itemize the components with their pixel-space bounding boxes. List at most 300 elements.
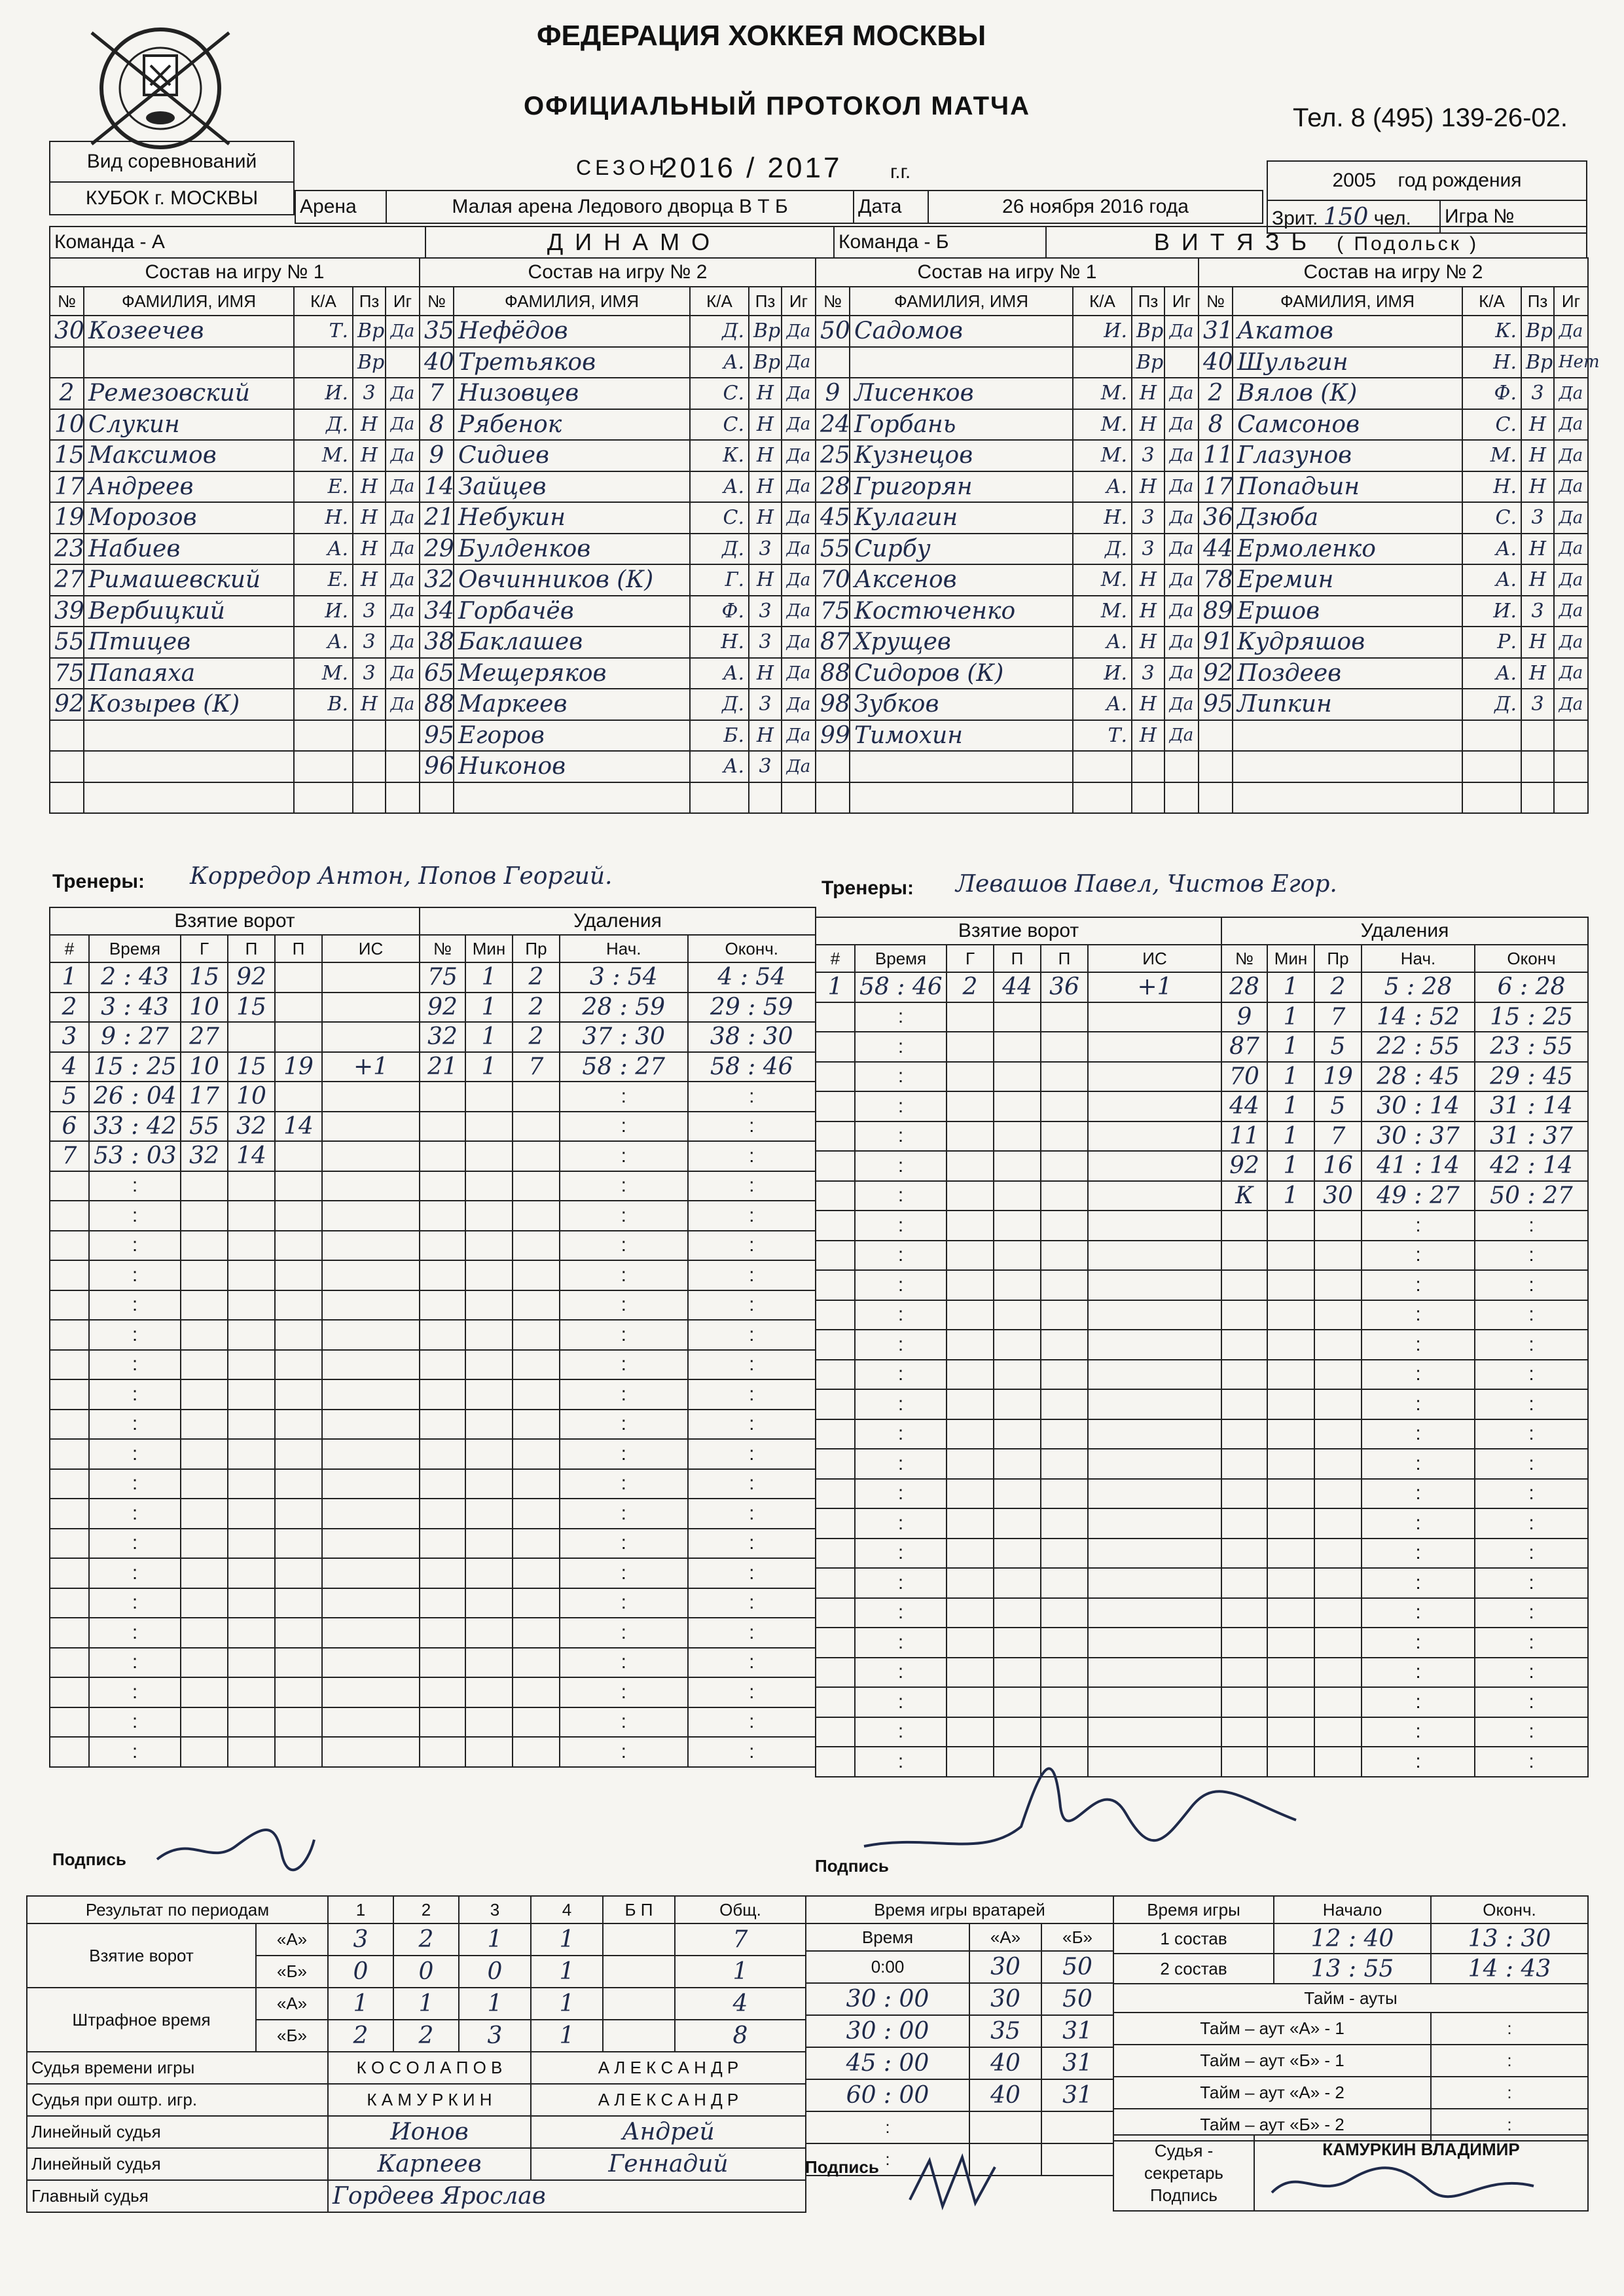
player-position: 3 (1521, 689, 1554, 720)
table-row (1221, 972, 1588, 1002)
playtime-title: Время игры (1113, 1896, 1274, 1923)
cell: : (688, 1290, 816, 1321)
player-position: 3 (353, 627, 386, 658)
table-row (1221, 1300, 1588, 1330)
timeout-label: Тайм – аут «А» - 1 (1113, 2013, 1431, 2045)
col-header-time: Время (855, 945, 947, 972)
table-row (420, 564, 816, 596)
player-played: Да (782, 316, 816, 347)
player-position: 3 (1132, 534, 1164, 565)
penalty-min: 1 (1267, 1121, 1314, 1152)
cell (1267, 1419, 1314, 1449)
player-name: Попадьин (1233, 471, 1462, 503)
cell: : (855, 1360, 947, 1390)
penalty-start: 41 : 14 (1362, 1151, 1475, 1181)
cell: : (688, 1410, 816, 1440)
penalty-start: 49 : 27 (1362, 1181, 1475, 1211)
player-played: Да (1554, 378, 1588, 409)
cell: : (855, 1539, 947, 1569)
team-b-coaches-label: Тренеры: (821, 877, 914, 899)
period-4: Б П (603, 1896, 675, 1923)
player-played (1554, 720, 1588, 752)
cell (947, 1121, 994, 1152)
player-played (386, 347, 420, 378)
player-number: 7 (420, 378, 454, 409)
player-name: Нефёдов (454, 316, 690, 347)
player-name (84, 782, 294, 814)
player-name: Липкин (1233, 689, 1462, 720)
goals-title: Взятие ворот (50, 907, 420, 935)
player-position: 3 (1521, 502, 1554, 534)
player-played: Да (386, 440, 420, 471)
cell (994, 1568, 1041, 1598)
team-a-line-1-title: Состав на игру № 1 (50, 258, 420, 287)
player-played: Да (782, 440, 816, 471)
cell (1221, 1270, 1267, 1300)
penalty-start: 58 : 27 (560, 1052, 688, 1082)
table-row (420, 1231, 816, 1261)
table-row (50, 1082, 420, 1112)
line2-first: Геннадий (531, 2148, 806, 2180)
cell (1041, 1658, 1088, 1688)
cell (1314, 1449, 1362, 1479)
table-row (50, 1648, 420, 1678)
player-name: Слукин (84, 409, 294, 441)
player-played: Да (1554, 658, 1588, 689)
cell: : (1362, 1717, 1475, 1747)
player-name: Егоров (454, 720, 690, 752)
table-row (816, 1419, 1221, 1449)
l2-end: 14 : 43 (1431, 1954, 1588, 1984)
cell (420, 1320, 465, 1350)
cell (1041, 2111, 1113, 2143)
cell (994, 1091, 1041, 1121)
cell: : (560, 1112, 688, 1142)
table-row (1221, 1181, 1588, 1211)
cell (947, 1389, 994, 1419)
player-position: 3 (1521, 378, 1554, 409)
goal-n: 7 (50, 1141, 89, 1171)
cell (1088, 1598, 1221, 1628)
goalsA-5: 7 (675, 1923, 806, 1956)
goal-is (322, 1112, 420, 1142)
cell (994, 1270, 1041, 1300)
cell (816, 1270, 855, 1300)
player-initial: И. (1073, 658, 1132, 689)
team-b-line-2-title: Состав на игру № 2 (1199, 258, 1588, 287)
cell (1221, 1389, 1267, 1419)
line1: Ионов (328, 2116, 531, 2148)
cell: : (89, 1379, 181, 1410)
end-label: Оконч. (1431, 1896, 1588, 1923)
table-row (50, 596, 420, 627)
col-header-no: № (1199, 287, 1233, 316)
table-row (816, 1121, 1221, 1152)
cell (50, 1588, 89, 1618)
goal-g: 15 (181, 962, 228, 993)
player-number (50, 751, 84, 782)
cell (816, 1598, 855, 1628)
penalty-no: 9 (1221, 1002, 1267, 1032)
cell (465, 1410, 513, 1440)
table-row (420, 471, 816, 503)
player-initial (294, 347, 353, 378)
penalty-min: 1 (465, 1052, 513, 1082)
penalty-no: 87 (1221, 1032, 1267, 1062)
cell (1221, 1211, 1267, 1241)
table-row (816, 1300, 1221, 1330)
player-number: 25 (816, 440, 850, 471)
goalie-col-gk_a: «А» (969, 1923, 1041, 1951)
col-header-gn: # (50, 935, 89, 962)
cell (420, 1141, 465, 1171)
player-initial: М. (1073, 596, 1132, 627)
cell (465, 1141, 513, 1171)
table-row (50, 1320, 420, 1350)
cell (816, 1211, 855, 1241)
cell: : (855, 1508, 947, 1539)
cell (322, 1320, 420, 1350)
goalie-cell: 31 (1041, 2079, 1113, 2111)
cell (947, 1419, 994, 1449)
time-judge-label: Судья времени игры (27, 2052, 328, 2084)
cell (947, 1687, 994, 1717)
cell (947, 1032, 994, 1062)
goalsB-5: 1 (675, 1956, 806, 1988)
player-number: 75 (50, 658, 84, 689)
cell (420, 1082, 465, 1112)
goalie-cell: 30 (969, 1983, 1041, 2015)
cell: : (855, 1687, 947, 1717)
player-name: Горбань (850, 409, 1073, 441)
player-number: 91 (1199, 627, 1233, 658)
player-name: Римашевский (84, 564, 294, 596)
table-row (420, 347, 816, 378)
table-row (50, 1618, 420, 1648)
cell (420, 1648, 465, 1678)
player-position: Н (1521, 534, 1554, 565)
cell (1267, 1658, 1314, 1688)
cell (1221, 1687, 1267, 1717)
goal-a2 (275, 1022, 322, 1052)
table-row (816, 1687, 1221, 1717)
goal-is: +1 (1088, 972, 1221, 1002)
cell (947, 1241, 994, 1271)
player-number (816, 751, 850, 782)
table-row (50, 1410, 420, 1440)
goalie-cell: 31 (1041, 2015, 1113, 2047)
player-number: 65 (420, 658, 454, 689)
goal-g: 10 (181, 993, 228, 1023)
cell (513, 1379, 560, 1410)
cell: : (1431, 2077, 1588, 2109)
table-row (420, 627, 816, 658)
player-initial: Б. (690, 720, 749, 752)
penalty-end: 42 : 14 (1475, 1151, 1588, 1181)
player-position: Н (353, 689, 386, 720)
col-header-ig: Иг (1164, 287, 1199, 316)
cell (947, 1211, 994, 1241)
cell (275, 1648, 322, 1678)
player-name: Григорян (850, 471, 1073, 503)
player-initial: С. (690, 409, 749, 441)
player-initial: А. (1462, 534, 1521, 565)
player-played: Да (386, 689, 420, 720)
penA-0: 1 (328, 1988, 393, 2020)
table-row (420, 1469, 816, 1499)
cell: : (1475, 1747, 1588, 1777)
cell: : (89, 1320, 181, 1350)
cell (1267, 1330, 1314, 1360)
table-row (816, 1330, 1221, 1360)
player-initial: В. (294, 689, 353, 720)
player-played: Да (782, 378, 816, 409)
goal-is (322, 993, 420, 1023)
cell: : (1475, 1717, 1588, 1747)
team-b-goals-table (815, 917, 1222, 1777)
cell: : (688, 1350, 816, 1380)
player-position: 3 (353, 596, 386, 627)
cell (465, 1618, 513, 1648)
cell: : (560, 1290, 688, 1321)
player-number: 88 (816, 658, 850, 689)
goal-is (322, 1022, 420, 1052)
cell (994, 1598, 1041, 1628)
goal-g: 17 (181, 1082, 228, 1112)
player-initial: Т. (1073, 720, 1132, 752)
cell (420, 1707, 465, 1738)
table-row (1199, 627, 1588, 658)
player-number: 45 (816, 502, 850, 534)
penalty-pr: 7 (513, 1052, 560, 1082)
cell (228, 1201, 275, 1231)
table-row (816, 1181, 1221, 1211)
cell: : (89, 1707, 181, 1738)
cell: : (688, 1320, 816, 1350)
col-header-pz: Пз (353, 287, 386, 316)
table-row (420, 502, 816, 534)
table-row (420, 751, 816, 782)
table-row (420, 1082, 816, 1112)
cell (181, 1290, 228, 1321)
player-played: Да (782, 534, 816, 565)
cell: : (1362, 1270, 1475, 1300)
secretary-name: КАМУРКИН ВЛАДИМИР (1322, 2140, 1520, 2159)
phone: Тел. 8 (495) 139-26-02. (1293, 103, 1568, 132)
team-b-label: Команда - Б (834, 227, 1046, 258)
sign-label: Подпись (805, 2157, 879, 2177)
team-a-sign-label: Подпись (52, 1850, 126, 1869)
cell (513, 1171, 560, 1201)
table-row (50, 471, 420, 503)
cell (513, 1350, 560, 1380)
player-played (1554, 782, 1588, 814)
cell (513, 1707, 560, 1738)
goal-n: 1 (50, 962, 89, 993)
goal-a2: 19 (275, 1052, 322, 1082)
player-number (816, 782, 850, 814)
table-row (420, 378, 816, 409)
col-header-pr: Пр (513, 935, 560, 962)
line2: Карпеев (328, 2148, 531, 2180)
cell: : (560, 1707, 688, 1738)
player-name: Булденков (454, 534, 690, 565)
cell (969, 2111, 1041, 2143)
cell (947, 1330, 994, 1360)
cell (947, 1598, 994, 1628)
player-played: Да (782, 596, 816, 627)
cell (947, 1658, 994, 1688)
table-row (420, 596, 816, 627)
cell: : (1362, 1330, 1475, 1360)
cell: : (855, 1181, 947, 1211)
cell (1041, 1539, 1088, 1569)
player-number: 44 (1199, 534, 1233, 565)
cell (228, 1171, 275, 1201)
cell: : (89, 1499, 181, 1529)
player-initial (1462, 751, 1521, 782)
cell: : (1362, 1449, 1475, 1479)
cell: : (1475, 1419, 1588, 1449)
player-position: Н (749, 471, 782, 503)
player-played: Да (386, 627, 420, 658)
player-name: Кудряшов (1233, 627, 1462, 658)
cell (420, 1350, 465, 1380)
cell (1041, 1449, 1088, 1479)
col-header-p: П (994, 945, 1041, 972)
penalty-start: 37 : 30 (560, 1022, 688, 1052)
player-played: Да (1554, 409, 1588, 441)
col-header-min: Мин (465, 935, 513, 962)
cell (947, 1508, 994, 1539)
table-row (50, 993, 420, 1023)
cell: : (560, 1618, 688, 1648)
cell: : (1362, 1300, 1475, 1330)
player-name: Кузнецов (850, 440, 1073, 471)
cell: : (1431, 2109, 1588, 2141)
cell (513, 1112, 560, 1142)
penalty-no: 92 (420, 993, 465, 1023)
col-header-pz: Пз (1521, 287, 1554, 316)
cell (1267, 1300, 1314, 1330)
goals_label: Взятие ворот (27, 1923, 256, 1988)
player-played: Да (1554, 502, 1588, 534)
table-row (816, 1151, 1221, 1181)
table-row (816, 534, 1199, 565)
cell: : (1431, 2045, 1588, 2077)
player-initial (294, 720, 353, 752)
table-row (1199, 440, 1588, 471)
cell (994, 1062, 1041, 1092)
cell (420, 1469, 465, 1499)
cell (465, 1082, 513, 1112)
table-row (420, 689, 816, 720)
col-header-ig: Иг (782, 287, 816, 316)
player-number (50, 720, 84, 752)
cell (1041, 1241, 1088, 1271)
cell: : (89, 1171, 181, 1201)
period-0: 1 (328, 1896, 393, 1923)
player-position: 3 (749, 596, 782, 627)
player-position: Н (353, 564, 386, 596)
cell (1221, 1330, 1267, 1360)
player-initial (294, 782, 353, 814)
cell (228, 1350, 275, 1380)
team-a-line-2-title: Состав на игру № 2 (420, 258, 816, 287)
table-row (1221, 1032, 1588, 1062)
cell (994, 1539, 1041, 1569)
penalty-min: 1 (465, 962, 513, 993)
cell: : (855, 1211, 947, 1241)
player-initial: Д. (1073, 534, 1132, 565)
col-header-ig: Иг (1554, 287, 1588, 316)
table-row (420, 658, 816, 689)
player-initial: А. (690, 471, 749, 503)
player-name (850, 347, 1073, 378)
cell (228, 1469, 275, 1499)
goalie-cell: 50 (1041, 1951, 1113, 1983)
cell (322, 1201, 420, 1231)
player-played: Да (1554, 534, 1588, 565)
player-position: 3 (1132, 658, 1164, 689)
player-number (1199, 751, 1233, 782)
table-row (816, 1598, 1221, 1628)
timeouts-title: Тайм - ауты (1113, 1984, 1588, 2013)
table-row (420, 962, 816, 993)
player-played: Да (782, 720, 816, 752)
cell: : (1475, 1539, 1588, 1569)
cell (1267, 1389, 1314, 1419)
player-initial: И. (294, 378, 353, 409)
table-row (1221, 1389, 1588, 1419)
cell (994, 1628, 1041, 1658)
table-row (50, 534, 420, 565)
cell (513, 1290, 560, 1321)
cell (322, 1469, 420, 1499)
penalty-start: 22 : 55 (1362, 1032, 1475, 1062)
competition: КУБОК г. МОСКВЫ (50, 182, 294, 215)
cell (1267, 1628, 1314, 1658)
penalty-pr: 2 (513, 962, 560, 993)
table-row (1199, 720, 1588, 752)
cell (1041, 1419, 1088, 1449)
player-number: 88 (420, 689, 454, 720)
cell (420, 1171, 465, 1201)
player-initial: Е. (294, 471, 353, 503)
cell (1088, 1002, 1221, 1032)
cell (420, 1737, 465, 1767)
time-judge-first: А Л Е К С А Н Д Р (531, 2052, 806, 2084)
cell: : (89, 1469, 181, 1499)
player-initial (294, 751, 353, 782)
cell (513, 1410, 560, 1440)
cell: : (1362, 1389, 1475, 1419)
table-row (420, 1022, 816, 1052)
goalie-cell: 30 (969, 1951, 1041, 1983)
player-played: Да (386, 564, 420, 596)
cell (1314, 1568, 1362, 1598)
table-row (50, 1171, 420, 1201)
player-number: 9 (420, 440, 454, 471)
player-initial: А. (690, 347, 749, 378)
player-name: Максимов (84, 440, 294, 471)
cell (1221, 1508, 1267, 1539)
goal-a1: 32 (228, 1112, 275, 1142)
player-initial: М. (294, 440, 353, 471)
player-name: Садомов (850, 316, 1073, 347)
goalie-cell: 30 : 00 (806, 1983, 969, 2015)
player-number: 99 (816, 720, 850, 752)
